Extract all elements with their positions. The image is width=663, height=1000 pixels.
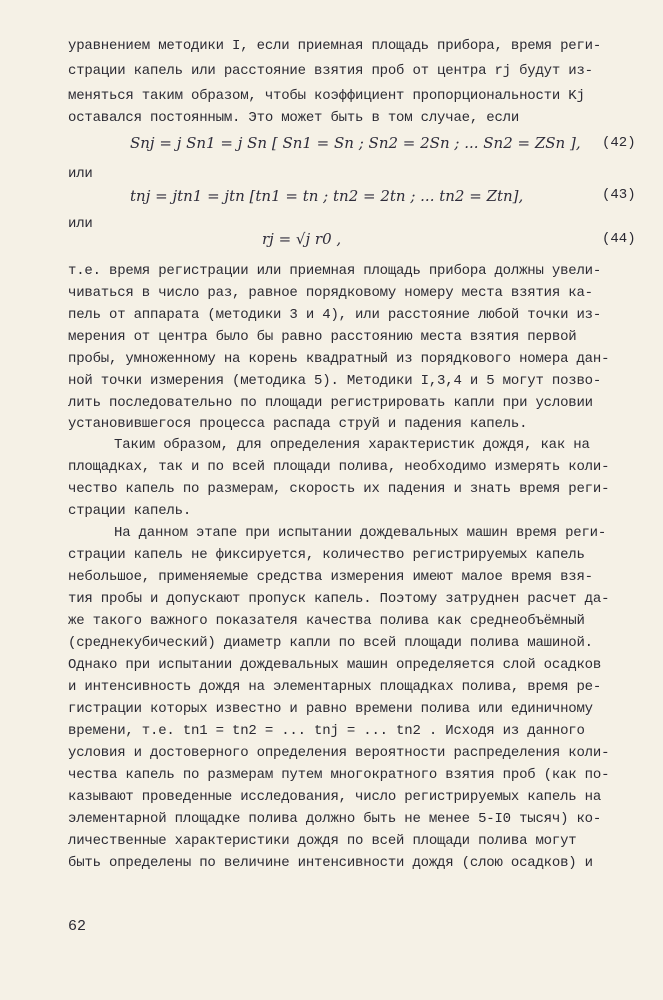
text-line: меняться таким образом, чтобы коэффициент пропорциональности Kj: [68, 88, 585, 104]
equation-42: Snj = j Sn1 = j Sn [ Sn1 = Sn ; Sn2 = 2Sn ; ... Sn2 = ZSn ],: [130, 134, 581, 152]
text-line: установившегося процесса распада струй и падения капель.: [68, 416, 528, 432]
text-line: страции капель.: [68, 503, 192, 519]
text-line: личественные характеристики дождя по всей площади полива могут: [68, 833, 577, 849]
text-line: чества капель по размерам путем многократного взятия проб (как по-: [68, 767, 610, 783]
text-line: или: [68, 216, 93, 232]
equation-43: tnj = jtn1 = jtn [tn1 = tn ; tn2 = 2tn ; ... tn2 = Ztn],: [130, 187, 524, 205]
text-line: чество капель по размерам, скорость их падения и знать время реги-: [68, 481, 610, 497]
text-line: т.е. время регистрации или приемная площадь прибора должны увели-: [68, 263, 602, 279]
text-line: небольшое, применяемые средства измерения имеют малое время взя-: [68, 569, 593, 585]
text-line: мерения от центра было бы равно расстоянию места взятия первой: [68, 329, 577, 345]
text-line: страции капель или расстояние взятия проб от центра rj будут из-: [68, 63, 593, 79]
text-line: условия и достоверного определения вероятности распределения коли-: [68, 745, 610, 761]
paragraph-line: Таким образом, для определения характеристик дождя, как на: [114, 437, 590, 453]
text-line: (среднекубический) диаметр капли по всей площади полива машиной.: [68, 635, 593, 651]
page-number: 62: [68, 918, 87, 935]
paragraph-line: На данном этапе при испытании дождевальных машин время реги-: [114, 525, 607, 541]
text-line: тия пробы и допускают пропуск капель. Поэтому затруднен расчет да-: [68, 591, 610, 607]
text-line: уравнением методики I, если приемная площадь прибора, время реги-: [68, 38, 602, 54]
equation-number: (42): [602, 135, 636, 151]
text-line: лить последовательно по площади регистрировать капли при условии: [68, 395, 593, 411]
text-line: гистрации которых известно и равно времени полива или единичному: [68, 701, 593, 717]
text-line: и интенсивность дождя на элементарных площадках полива, время ре-: [68, 679, 602, 695]
text-line: оставался постоянным. Это может быть в том случае, если: [68, 110, 520, 126]
equation-44: rj = √j r0 ,: [262, 230, 342, 248]
text-line: элементарной площадке полива должно быть не менее 5-I0 тысяч) ко-: [68, 811, 602, 827]
text-line: площадках, так и по всей площади полива, необходимо измерять коли-: [68, 459, 610, 475]
text-line: Однако при испытании дождевальных машин определяется слой осадков: [68, 657, 602, 673]
text-line: быть определены по величине интенсивности дождя (слою осадков) и: [68, 855, 593, 871]
text-line: чиваться в число раз, равное порядковому номеру места взятия ка-: [68, 285, 593, 301]
text-line: или: [68, 166, 93, 182]
text-line: страции капель не фиксируется, количество регистрируемых капель: [68, 547, 585, 563]
text-line: пель от аппарата (методики 3 и 4), или расстояние любой точки из-: [68, 307, 602, 323]
text-line: казывают проведенные исследования, число регистрируемых капель на: [68, 789, 602, 805]
text-line: пробы, умноженному на корень квадратный из порядкового номера дан-: [68, 351, 610, 367]
text-line: же такого важного показателя качества полива как среднеобъёмный: [68, 613, 585, 629]
equation-number: (44): [602, 231, 636, 247]
text-line: ной точки измерения (методика 5). Методики I,3,4 и 5 могут позво-: [68, 373, 602, 389]
equation-number: (43): [602, 187, 636, 203]
text-line: времени, т.е. tn1 = tn2 = ... tnj = ... tn2 . Исходя из данного: [68, 723, 585, 739]
